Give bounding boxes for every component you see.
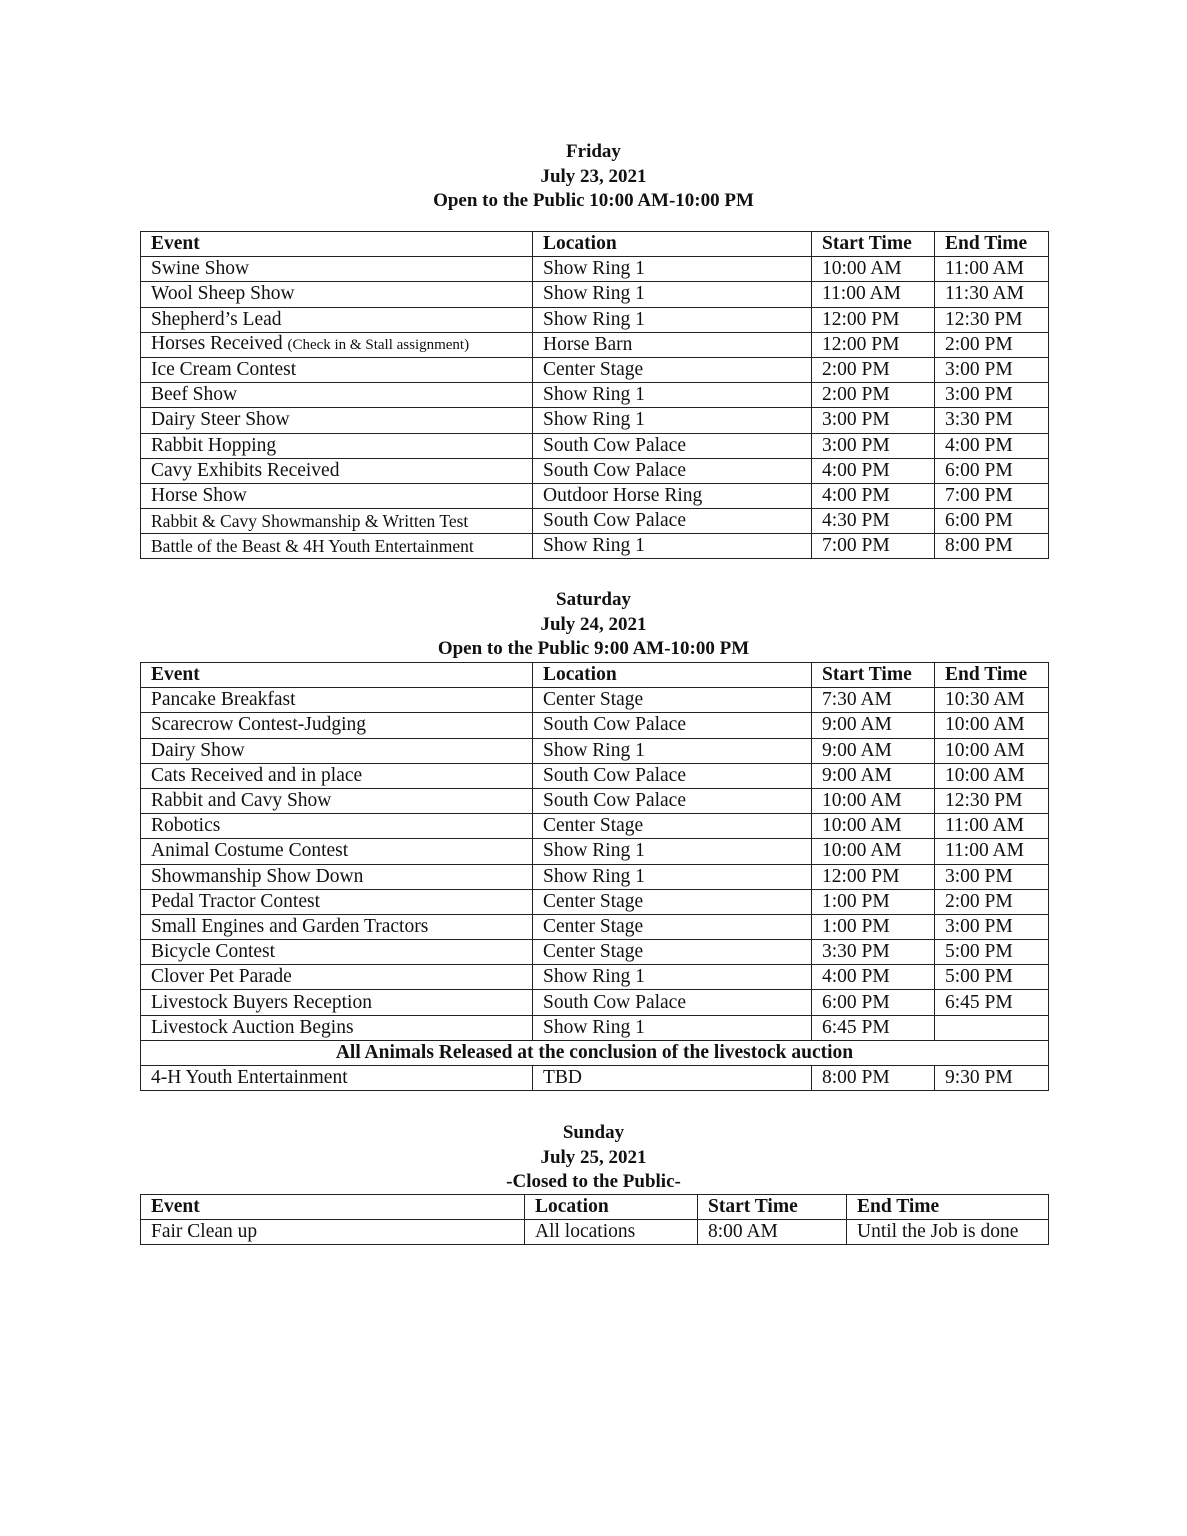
event-cell	[141, 990, 533, 1015]
end-time-cell: 8:00 PM	[935, 534, 1049, 559]
location-cell: Center Stage	[533, 914, 812, 939]
end-time-cell: 2:00 PM	[935, 332, 1049, 357]
event-cell	[141, 1015, 533, 1040]
location-cell: Show Ring 1	[533, 839, 812, 864]
location-cell: Center Stage	[533, 357, 812, 382]
start-time-cell: 7:00 PM	[812, 534, 935, 559]
event-name: 4-H Youth Entertainment	[151, 1067, 348, 1089]
location-cell: Show Ring 1	[533, 383, 812, 408]
table-row	[141, 282, 1049, 307]
end-time-cell: 10:00 AM	[935, 713, 1049, 738]
location-cell: Show Ring 1	[533, 965, 812, 990]
table-row	[141, 307, 1049, 332]
end-time-cell: 12:30 PM	[935, 788, 1049, 813]
event-name: Cats Received and in place	[151, 764, 363, 786]
end-time-cell: 7:00 PM	[935, 483, 1049, 508]
event-cell	[141, 889, 533, 914]
event-cell	[141, 357, 533, 382]
event-name: Horse Show	[151, 484, 247, 506]
location-cell: South Cow Palace	[533, 763, 812, 788]
end-time-cell: 3:00 PM	[935, 383, 1049, 408]
table-row	[141, 713, 1049, 738]
header-end-time: End Time	[935, 232, 1049, 257]
header-start-time: Start Time	[698, 1195, 847, 1220]
header-event: Event	[141, 232, 533, 257]
event-name: Small Engines and Garden Tractors	[151, 915, 429, 937]
event-name: Shepherd’s Lead	[151, 308, 282, 330]
end-time-cell: 6:45 PM	[935, 990, 1049, 1015]
sunday-schedule-table	[140, 1194, 1049, 1245]
end-time-cell: 3:00 PM	[935, 864, 1049, 889]
table-header-row	[141, 1195, 1049, 1220]
location-cell: Show Ring 1	[533, 1015, 812, 1040]
location-cell: Show Ring 1	[533, 307, 812, 332]
start-time-cell: 8:00 PM	[812, 1066, 935, 1091]
saturday-header	[0, 588, 1187, 662]
start-time-cell: 4:00 PM	[812, 458, 935, 483]
event-cell	[141, 738, 533, 763]
event-name: Pedal Tractor Contest	[151, 890, 320, 912]
table-row	[141, 788, 1049, 813]
event-cell	[141, 788, 533, 813]
event-name: Livestock Auction Begins	[151, 1016, 354, 1038]
header-start-time: Start Time	[812, 663, 935, 688]
saturday-day: Saturday	[556, 589, 631, 610]
table-row	[141, 914, 1049, 939]
location-cell: Horse Barn	[533, 332, 812, 357]
end-time-cell: 3:00 PM	[935, 357, 1049, 382]
table-row	[141, 534, 1049, 559]
event-cell	[141, 940, 533, 965]
start-time-cell: 8:00 AM	[698, 1220, 847, 1245]
end-time-cell: 9:30 PM	[935, 1066, 1049, 1091]
event-cell	[141, 1066, 533, 1091]
table-row	[141, 738, 1049, 763]
event-cell	[141, 839, 533, 864]
header-location: Location	[525, 1195, 698, 1220]
event-name: Robotics	[151, 815, 221, 837]
event-cell	[141, 458, 533, 483]
event-name: Clover Pet Parade	[151, 966, 292, 988]
start-time-cell: 4:00 PM	[812, 965, 935, 990]
saturday-rows	[141, 688, 1049, 1041]
end-time-cell: Until the Job is done	[847, 1220, 1049, 1245]
table-row	[141, 688, 1049, 713]
table-row	[141, 1015, 1049, 1040]
start-time-cell: 10:00 AM	[812, 839, 935, 864]
start-time-cell: 4:00 PM	[812, 483, 935, 508]
event-name: Bicycle Contest	[151, 941, 276, 963]
start-time-cell: 10:00 AM	[812, 257, 935, 282]
event-name: Beef Show	[151, 384, 238, 406]
event-name: Cavy Exhibits Received	[151, 459, 340, 481]
table-row	[141, 433, 1049, 458]
end-time-cell: 3:30 PM	[935, 408, 1049, 433]
start-time-cell: 1:00 PM	[812, 914, 935, 939]
event-cell	[141, 713, 533, 738]
friday-date: July 23, 2021	[540, 165, 647, 187]
start-time-cell: 9:00 AM	[812, 763, 935, 788]
friday-header	[0, 140, 1187, 214]
saturday-schedule-table	[140, 662, 1049, 1091]
location-cell: South Cow Palace	[533, 458, 812, 483]
event-cell	[141, 965, 533, 990]
event-cell	[141, 814, 533, 839]
event-name: Pancake Breakfast	[151, 689, 296, 711]
location-cell: Outdoor Horse Ring	[533, 483, 812, 508]
end-time-cell: 4:00 PM	[935, 433, 1049, 458]
location-cell: Show Ring 1	[533, 738, 812, 763]
event-cell	[141, 864, 533, 889]
sunday-date: July 25, 2021	[540, 1146, 647, 1168]
location-cell: Center Stage	[533, 814, 812, 839]
event-cell	[141, 1220, 525, 1245]
event-name: Wool Sheep Show	[151, 283, 295, 305]
start-time-cell: 10:00 AM	[812, 814, 935, 839]
start-time-cell: 2:00 PM	[812, 383, 935, 408]
start-time-cell: 3:00 PM	[812, 433, 935, 458]
start-time-cell: 10:00 AM	[812, 788, 935, 813]
location-cell: South Cow Palace	[533, 433, 812, 458]
location-cell: Center Stage	[533, 889, 812, 914]
event-name: Dairy Show	[151, 739, 245, 761]
header-end-time: End Time	[935, 663, 1049, 688]
event-name: Scarecrow Contest-Judging	[151, 714, 366, 736]
location-cell: Show Ring 1	[533, 282, 812, 307]
start-time-cell: 3:30 PM	[812, 940, 935, 965]
table-row	[141, 332, 1049, 357]
location-cell: Show Ring 1	[533, 534, 812, 559]
table-row	[141, 458, 1049, 483]
location-cell: South Cow Palace	[533, 788, 812, 813]
start-time-cell: 6:45 PM	[812, 1015, 935, 1040]
event-name: Rabbit & Cavy Showmanship & Written Test	[151, 511, 469, 532]
location-cell: Center Stage	[533, 940, 812, 965]
sunday-hours: -Closed to the Public-	[506, 1171, 681, 1192]
start-time-cell: 1:00 PM	[812, 889, 935, 914]
table-row	[141, 509, 1049, 534]
start-time-cell: 12:00 PM	[812, 864, 935, 889]
sunday-header	[0, 1121, 1187, 1195]
location-cell: Show Ring 1	[533, 864, 812, 889]
table-row	[141, 965, 1049, 990]
saturday-date: July 24, 2021	[540, 613, 647, 635]
friday-hours: Open to the Public 10:00 AM-10:00 PM	[433, 190, 754, 211]
location-cell: Center Stage	[533, 688, 812, 713]
table-row	[141, 383, 1049, 408]
event-name: Ice Cream Contest	[151, 359, 297, 381]
table-row	[141, 940, 1049, 965]
end-time-cell	[935, 1015, 1049, 1040]
event-name: Swine Show	[151, 258, 250, 280]
event-name: Rabbit Hopping	[151, 434, 277, 456]
table-row	[141, 814, 1049, 839]
friday-schedule-table	[140, 231, 1049, 559]
event-name: Rabbit and Cavy Show	[151, 790, 332, 812]
end-time-cell: 3:00 PM	[935, 914, 1049, 939]
end-time-cell: 6:00 PM	[935, 509, 1049, 534]
end-time-cell: 10:30 AM	[935, 688, 1049, 713]
location-cell: All locations	[525, 1220, 698, 1245]
event-name: Dairy Steer Show	[151, 409, 290, 431]
saturday-hours: Open to the Public 9:00 AM-10:00 PM	[437, 638, 750, 659]
event-name: Battle of the Beast & 4H Youth Entertainment	[151, 536, 474, 557]
start-time-cell: 9:00 AM	[812, 738, 935, 763]
friday-day: Friday	[566, 141, 621, 162]
event-cell	[141, 509, 533, 534]
table-row	[141, 763, 1049, 788]
start-time-cell: 12:00 PM	[812, 307, 935, 332]
event-cell	[141, 383, 533, 408]
table-row	[141, 1220, 1049, 1245]
table-row	[141, 990, 1049, 1015]
table-row	[141, 357, 1049, 382]
end-time-cell: 12:30 PM	[935, 307, 1049, 332]
start-time-cell: 2:00 PM	[812, 357, 935, 382]
event-cell	[141, 483, 533, 508]
header-end-time: End Time	[847, 1195, 1049, 1220]
end-time-cell: 2:00 PM	[935, 889, 1049, 914]
start-time-cell: 4:30 PM	[812, 509, 935, 534]
end-time-cell: 11:30 AM	[935, 282, 1049, 307]
banner-row	[141, 1040, 1049, 1065]
table-header-row	[141, 232, 1049, 257]
event-cell	[141, 307, 533, 332]
table-row	[141, 257, 1049, 282]
location-cell: Show Ring 1	[533, 257, 812, 282]
location-cell: TBD	[533, 1066, 812, 1091]
location-cell: South Cow Palace	[533, 990, 812, 1015]
table-row	[141, 889, 1049, 914]
event-name: Livestock Buyers Reception	[151, 991, 372, 1013]
saturday-after-rows	[141, 1066, 1049, 1091]
end-time-cell: 5:00 PM	[935, 965, 1049, 990]
event-cell	[141, 408, 533, 433]
event-name: Horses Received	[151, 333, 283, 355]
sunday-day: Sunday	[562, 1122, 625, 1143]
event-name: Showmanship Show Down	[151, 865, 364, 887]
table-row	[141, 408, 1049, 433]
table-row	[141, 1066, 1049, 1091]
end-time-cell: 11:00 AM	[935, 839, 1049, 864]
event-cell	[141, 763, 533, 788]
table-row	[141, 483, 1049, 508]
sunday-rows	[141, 1220, 1049, 1245]
event-name: Animal Costume Contest	[151, 840, 349, 862]
location-cell: Show Ring 1	[533, 408, 812, 433]
location-cell: South Cow Palace	[533, 713, 812, 738]
event-name: Fair Clean up	[151, 1221, 258, 1243]
end-time-cell: 6:00 PM	[935, 458, 1049, 483]
table-header-row	[141, 663, 1049, 688]
end-time-cell: 10:00 AM	[935, 738, 1049, 763]
end-time-cell: 10:00 AM	[935, 763, 1049, 788]
event-note: (Check in & Stall assignment)	[287, 337, 470, 354]
friday-rows	[141, 257, 1049, 559]
start-time-cell: 7:30 AM	[812, 688, 935, 713]
header-event: Event	[141, 663, 533, 688]
table-row	[141, 839, 1049, 864]
event-cell	[141, 688, 533, 713]
header-start-time: Start Time	[812, 232, 935, 257]
header-event: Event	[141, 1195, 525, 1220]
event-cell	[141, 257, 533, 282]
start-time-cell: 12:00 PM	[812, 332, 935, 357]
header-location: Location	[533, 232, 812, 257]
end-time-cell: 11:00 AM	[935, 257, 1049, 282]
header-location: Location	[533, 663, 812, 688]
location-cell: South Cow Palace	[533, 509, 812, 534]
start-time-cell: 3:00 PM	[812, 408, 935, 433]
event-cell	[141, 914, 533, 939]
start-time-cell: 6:00 PM	[812, 990, 935, 1015]
start-time-cell: 9:00 AM	[812, 713, 935, 738]
table-row	[141, 864, 1049, 889]
event-cell	[141, 534, 533, 559]
start-time-cell: 11:00 AM	[812, 282, 935, 307]
event-cell	[141, 282, 533, 307]
end-time-cell: 11:00 AM	[935, 814, 1049, 839]
animals-released-banner: All Animals Released at the conclusion of the livestock auction	[141, 1040, 1049, 1065]
event-cell	[141, 332, 533, 357]
end-time-cell: 5:00 PM	[935, 940, 1049, 965]
event-cell	[141, 433, 533, 458]
